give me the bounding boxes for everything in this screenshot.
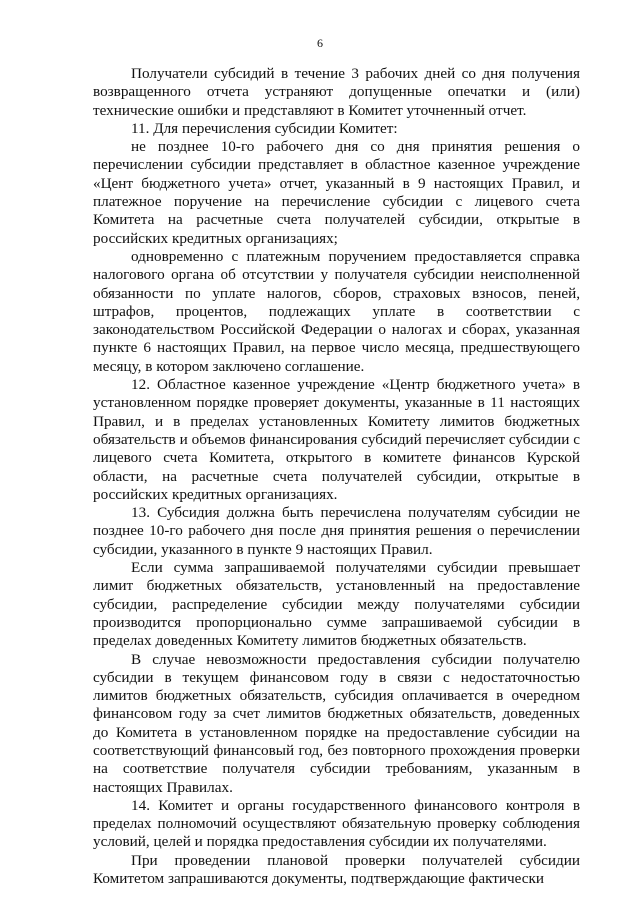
paragraph-item-11: 11. Для перечисления субсидии Комитет: — [131, 119, 398, 137]
paragraph-tax-certificate: одновременно с платежным поручением предоставляется справка налогового органа об отсутствии у получателя субсидии неисполненной обязанности по уплате налогов, сборов, страховых взносов, пеней, штрафов, процентов, подлежащих уплате в соответствии с законодательством Российской Федерации о налогах и сборах, указанная пункте 6 настоящих Правил, на первое число месяца, предшествующего месяцу, в котором заключено соглашение. — [93, 247, 580, 375]
paragraph-payment-order: не позднее 10-го рабочего дня со дня принятия решения о перечислении субсидии представляет в областное казенное учреждение «Цент бюджетного учета» отчет, указанный в 9 настоящих Правил, и платежное поручение на перечисление субсидии с лицевого счета Комитета на расчетные счета получателей субсидии, открытые в российских кредитных организациях; — [93, 138, 580, 247]
paragraph-item-14: 14. Комитет и органы государственного финансового контроля в пределах полномочий осуществляют обязательную проверку соблюдения условий, целей и порядка предоставления субсидии их получателями. — [93, 796, 580, 851]
page-number: 6 — [317, 36, 323, 50]
paragraph-item-12: 12. Областное казенное учреждение «Центр бюджетного учета» в установленном порядке проверяет документы, указанные в 11 настоящих Правил, и в пределах установленных Комитету лимитов бюджетных обязательств и объемов финансирования субсидий перечисляет субсидии с лицевого счета Комитета, открытого в комитете финансов Курской области, на расчетные счета получателей субсидии, открытые в российских кредитных организациях. — [93, 376, 580, 503]
paragraph-planned-inspection: При проведении плановой проверки получателей субсидии Комитетом запрашиваются документы, подтверждающие фактически — [93, 851, 580, 888]
document-body — [93, 65, 580, 888]
paragraph-item-13: 13. Субсидия должна быть перечислена получателям субсидии не позднее 10-го рабочего дня после дня принятия решения о перечислении субсидии, указанного в пункте 9 настоящих Правил. — [93, 504, 580, 558]
paragraph-limit-exceeded: Если сумма запрашиваемой получателями субсидии превышает лимит бюджетных обязательств, установленный на предоставление субсидии, распределение субсидии между получателями субсидии производится пропорционально сумме запрашиваемой субсидии в пределах доведенных Комитету лимитов бюджетных обязательств. — [93, 559, 580, 650]
paragraph-next-year-payment: В случае невозможности предоставления субсидии получателю субсидии в текущем финансовом году в связи с недостаточностью лимитов бюджетных обязательств, субсидия оплачивается в очередном финансовом году за счет лимитов бюджетных обязательств, доведенных до Комитета в установленном порядке на предоставление субсидии на соответствующий финансовый год, без повторного прохождения проверки на соответствие получателя субсидии требованиям, указанным в настоящих Правилах. — [93, 650, 580, 796]
paragraph-corrections: Получатели субсидий в течение 3 рабочих дней со дня получения возвращенного отчета устраняют допущенные опечатки и (или) технические ошибки и представляют в Комитет уточненный отчет. — [93, 65, 580, 119]
